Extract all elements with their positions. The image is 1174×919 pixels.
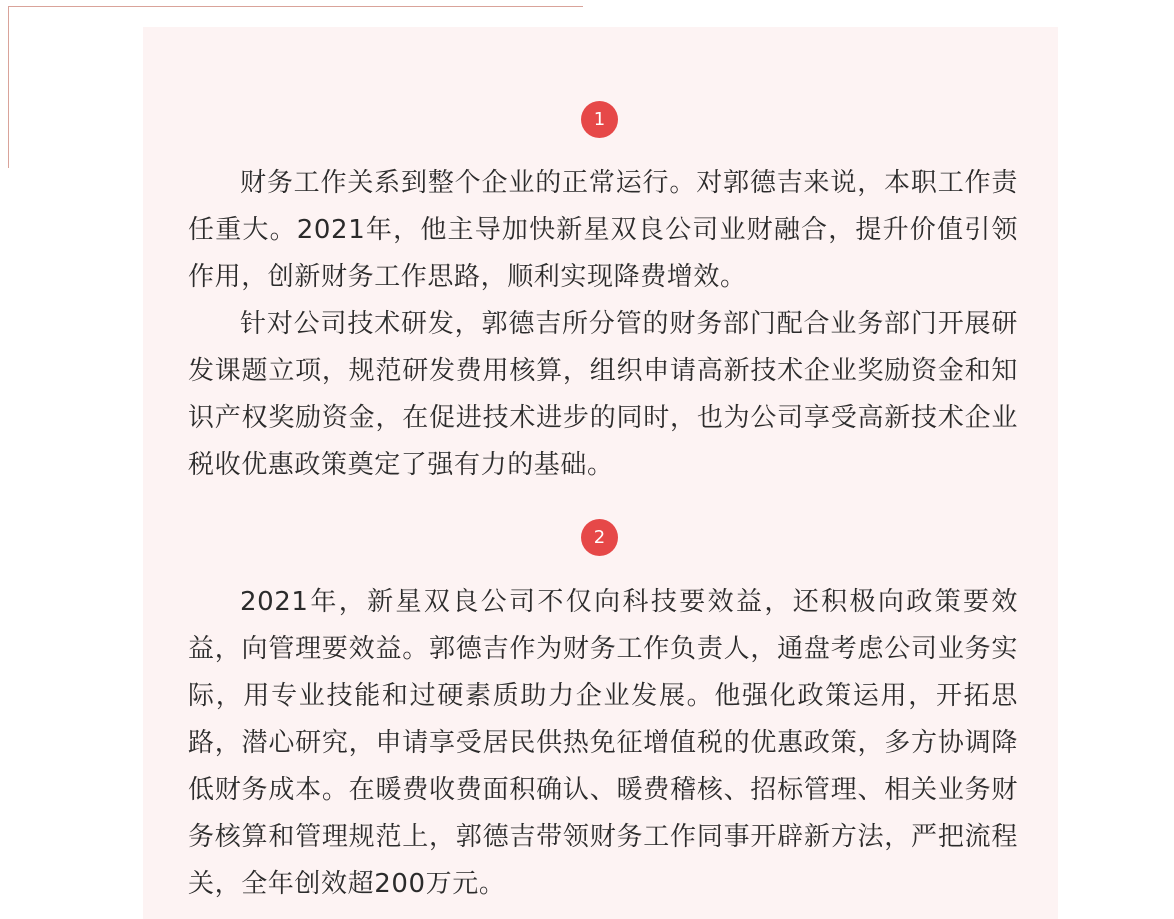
article-paragraph: 财务工作关系到整个企业的正常运行。对郭德吉来说，本职工作责任重大。2021年，他主导加快新星双良公司业财融合，提升价值引领作用，创新财务工作思路，顺利实现降费增效。	[188, 168, 1018, 292]
section-number-badge: 2	[581, 519, 618, 556]
decorative-frame-line-left	[8, 6, 9, 168]
decorative-frame-line-top	[8, 6, 583, 7]
section-number-badge: 1	[581, 101, 618, 138]
article-card	[143, 27, 1058, 919]
article-paragraph: 2021年，新星双良公司不仅向科技要效益，还积极向政策要效益，向管理要效益。郭德吉作为财务工作负责人，通盘考虑公司业务实际，用专业技能和过硬素质助力企业发展。他强化政策运用，开拓思路，潜心研究，申请享受居民供热免征增值税的优惠政策，多方协调降低财务成本。在暖费收费面积确认、暖费稽核、招标管理、相关业务财务核算和管理规范上，郭德吉带领财务工作同事开辟新方法，严把流程关，全年创效超200万元。	[188, 587, 1018, 899]
article-paragraph: 针对公司技术研发，郭德吉所分管的财务部门配合业务部门开展研发课题立项，规范研发费用核算，组织申请高新技术企业奖励资金和知识产权奖励资金，在促进技术进步的同时，也为公司享受高新技术企业税收优惠政策奠定了强有力的基础。	[188, 309, 1018, 480]
